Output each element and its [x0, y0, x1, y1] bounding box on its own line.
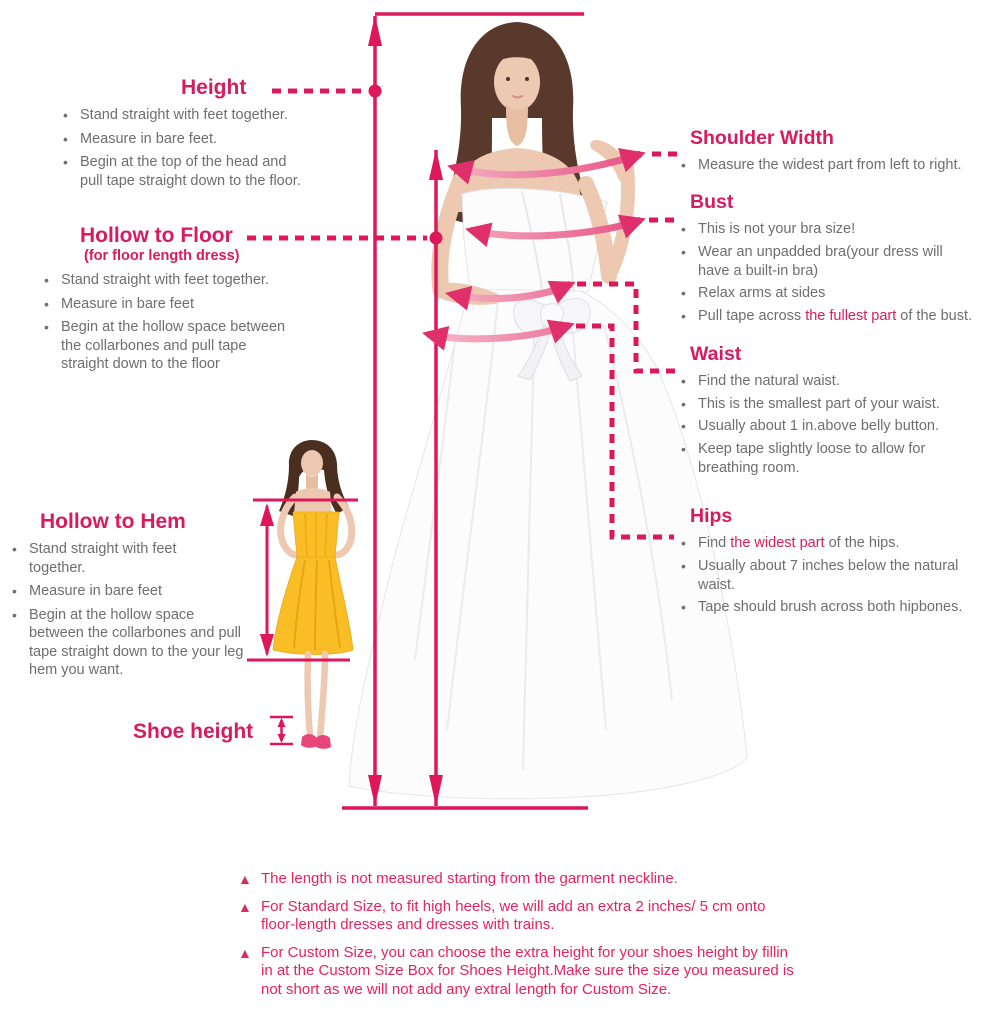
bullet-dot-icon: •: [63, 107, 68, 123]
instruction-item: • Relax arms at sides: [681, 285, 826, 301]
instruction-item: • Pull tape across the fullest part of the bust.: [681, 307, 973, 324]
section-waist: [681, 342, 1000, 481]
section-hollow-to-floor: [44, 224, 344, 379]
warning-triangle-icon: ▲: [238, 898, 252, 915]
shoe-height-bracket: [270, 717, 293, 744]
connector-dot: [430, 232, 443, 245]
section-height: [63, 76, 363, 195]
bullet-dot-icon: •: [681, 307, 686, 324]
small-model-illustration: [273, 440, 353, 749]
bullet-dot-icon: •: [681, 440, 686, 457]
note-item: [238, 944, 838, 1000]
bullet-dot-icon: •: [681, 221, 686, 237]
section-title: Hips: [690, 505, 733, 527]
bullet-dot-icon: •: [681, 557, 686, 574]
section-bust: [681, 190, 1000, 329]
bullet-dot-icon: •: [63, 130, 68, 147]
connector-dot: [369, 85, 382, 98]
note-text: For Custom Size, you can choose the extra height for your shoes height by fillin in at the Custom Size Box for Shoes Height.Make sure the size you measured is not short as we will not add any extral length for Custom Size.: [261, 943, 794, 998]
bullet-dot-icon: •: [44, 272, 49, 288]
bullet-dot-icon: •: [681, 285, 686, 301]
instruction-item: • Measure in bare feet.: [63, 130, 218, 147]
section-bullets: [63, 106, 363, 190]
instruction-item: • This is not your bra size!: [681, 221, 856, 237]
instruction-item: • Begin at the hollow space between the collarbones and pull tape straight down to the floor: [44, 319, 286, 372]
bullet-dot-icon: •: [63, 154, 68, 170]
bullet-dot-icon: •: [681, 418, 686, 434]
instruction-item: • Usually about 7 inches below the natural waist.: [681, 557, 959, 593]
section-bullets: [681, 372, 1000, 478]
instruction-item: • Usually about 1 in.above belly button.: [681, 418, 940, 434]
section-bullets: [681, 156, 1000, 175]
bullet-dot-icon: •: [681, 243, 686, 260]
bullet-dot-icon: •: [44, 319, 49, 335]
section-hips: [681, 504, 1000, 621]
note-text: The length is not measured starting from the garment neckline.: [261, 870, 678, 887]
warning-triangle-icon: ▲: [238, 944, 252, 961]
bullet-dot-icon: •: [681, 535, 686, 551]
section-title: Hollow to Floor: [80, 224, 233, 247]
section-title: Bust: [690, 191, 734, 213]
instruction-item: • Begin at the top of the head and pull tape straight down to the floor.: [63, 154, 301, 189]
section-title: Waist: [690, 343, 742, 365]
section-shoe-height: [133, 720, 253, 744]
section-shoulder-width: [681, 126, 1000, 179]
section-subtitle: (for floor length dress): [84, 248, 240, 264]
instruction-item: • This is the smallest part of your waist.: [681, 395, 940, 412]
instruction-item: • Wear an unpadded bra(your dress will have a built-in bra): [681, 243, 943, 279]
bullet-dot-icon: •: [44, 295, 49, 312]
instruction-item: • Find the natural waist.: [681, 373, 840, 389]
section-bullets: [12, 540, 282, 680]
instruction-item: • Find the widest part of the hips.: [681, 535, 900, 551]
footer-notes: [238, 870, 838, 1008]
note-item: [238, 898, 838, 935]
bullet-dot-icon: •: [12, 583, 17, 599]
instruction-item: • Measure in bare feet: [12, 583, 162, 599]
section-title: Height: [181, 76, 247, 99]
section-bullets: [681, 534, 1000, 617]
note-text: For Standard Size, to fit high heels, we will add an extra 2 inches/ 5 cm onto floor-length dresses and dresses with trains.: [261, 897, 766, 933]
section-title: Hollow to Hem: [40, 510, 186, 533]
bullet-dot-icon: •: [681, 599, 686, 615]
instruction-item: • Stand straight with feet together.: [12, 541, 177, 576]
warning-triangle-icon: ▲: [238, 871, 252, 887]
instruction-item: • Begin at the hollow space between the collarbones and pull tape straight down to the your leg hem you want.: [12, 606, 244, 678]
bullet-dot-icon: •: [12, 606, 17, 623]
section-bullets: [681, 220, 1000, 326]
note-item: [238, 870, 838, 889]
section-bullets: [44, 271, 344, 374]
instruction-item: • Measure in bare feet: [44, 295, 194, 312]
instruction-item: • Measure the widest part from left to right.: [681, 157, 962, 173]
bullet-dot-icon: •: [681, 395, 686, 412]
bullet-dot-icon: •: [12, 541, 17, 557]
instruction-item: • Stand straight with feet together.: [63, 107, 288, 123]
bullet-dot-icon: •: [681, 373, 686, 389]
instruction-item: • Stand straight with feet together.: [44, 272, 269, 288]
section-title: Shoulder Width: [690, 127, 834, 149]
section-title: Shoe height: [133, 720, 254, 743]
instruction-item: • Keep tape slightly loose to allow for breathing room.: [681, 440, 926, 476]
section-hollow-to-hem: [12, 510, 282, 685]
bullet-dot-icon: •: [681, 157, 686, 173]
instruction-item: • Tape should brush across both hipbones.: [681, 599, 963, 615]
